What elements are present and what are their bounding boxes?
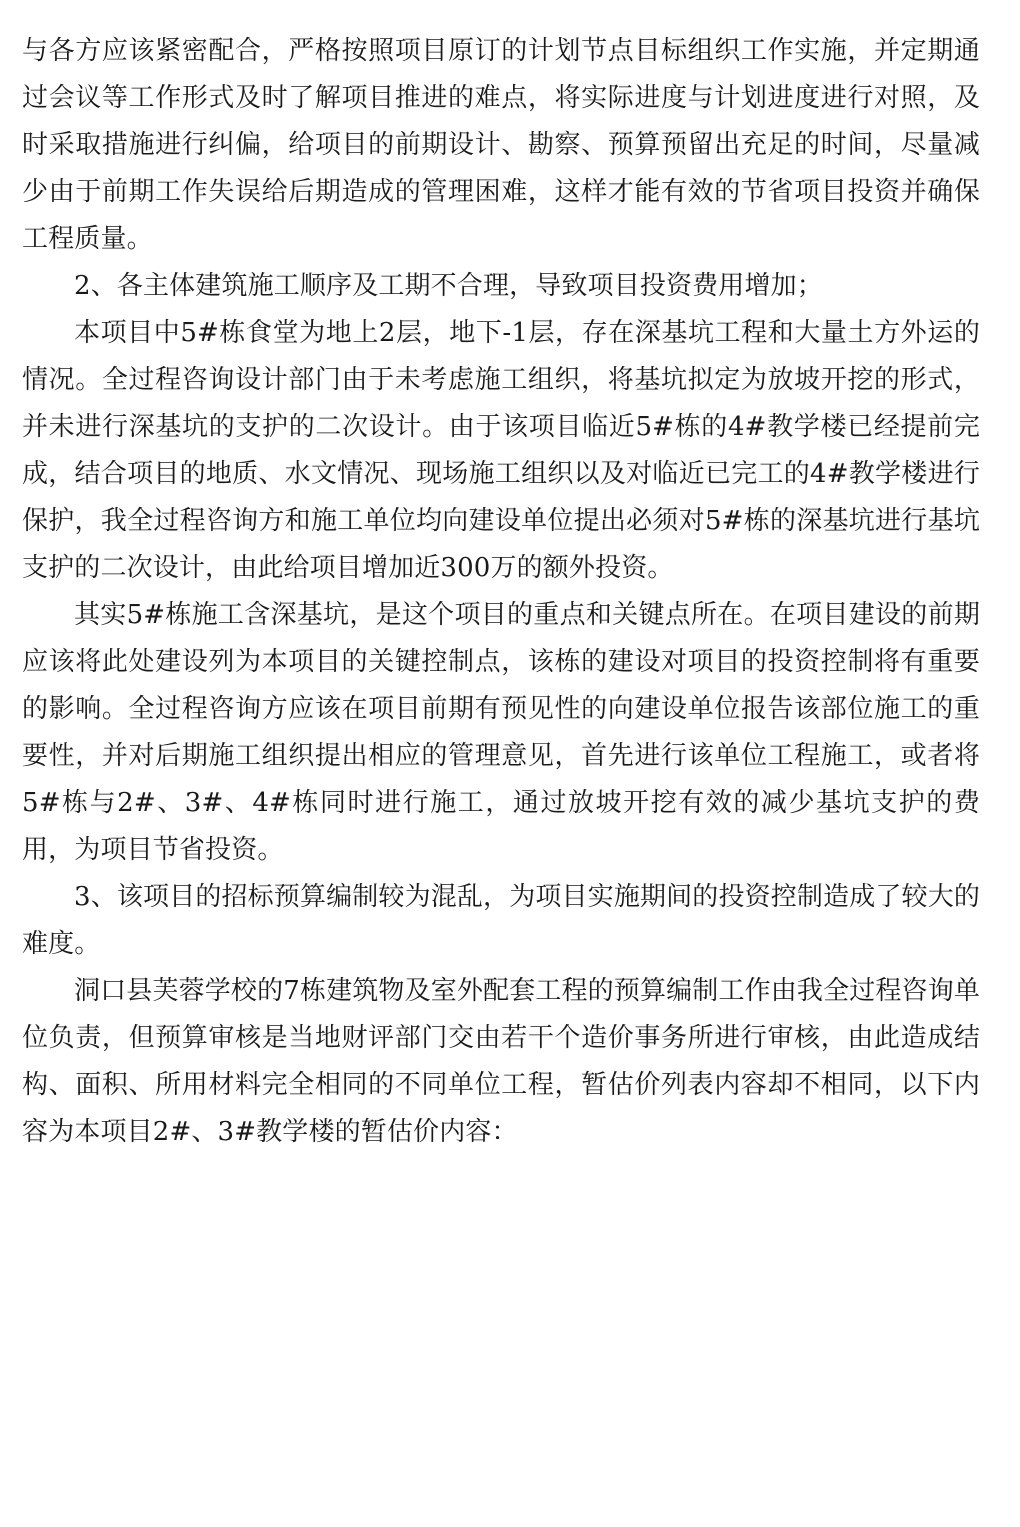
paragraph-key-control-point: 其实5#栋施工含深基坑，是这个项目的重点和关键点所在。在项目建设的前期应该将此处建设列为本项目的关键控制点，该栋的建设对项目的投资控制将有重要的影响。全过程咨询方应该在项目前期有预见性的向建设单位报告该部位施工的重要性，并对后期施工组织提出相应的管理意见，首先进行该单位工程施工，或者将5#栋与2#、3#、4#栋同时进行施工，通过放坡开挖有效的减少基坑支护的费用，为项目节省投资。 — [22, 600, 980, 865]
document-page — [22, 28, 980, 1156]
paragraph-continuation: 与各方应该紧密配合，严格按照项目原订的计划节点目标组织工作实施，并定期通过会议等工作形式及时了解项目推进的难点，将实际进度与计划进度进行对照，及时采取措施进行纠偏，给项目的前期设计、勘察、预算预留出充足的时间，尽量减少由于前期工作失误给后期造成的管理困难，这样才能有效的节省项目投资并确保工程质量。 — [22, 36, 980, 254]
paragraph-building-5-description: 本项目中5#栋食堂为地上2层，地下-1层，存在深基坑工程和大量土方外运的情况。全过程咨询设计部门由于未考虑施工组织，将基坑拟定为放坡开挖的形式，并未进行深基坑的支护的二次设计。由于该项目临近5#栋的4#教学楼已经提前完成，结合项目的地质、水文情况、现场施工组织以及对临近已完工的4#教学楼进行保护，我全过程咨询方和施工单位均向建设单位提出必须对5#栋的深基坑进行基坑支护的二次设计，由此给项目增加近300万的额外投资。 — [22, 318, 980, 583]
paragraph-budget-compilation: 洞口县芙蓉学校的7栋建筑物及室外配套工程的预算编制工作由我全过程咨询单位负责，但预算审核是当地财评部门交由若干个造价事务所进行审核，由此造成结构、面积、所用材料完全相同的不同单位工程，暂估价列表内容却不相同，以下内容为本项目2#、3#教学楼的暂估价内容： — [22, 976, 980, 1147]
heading-item-2: 2、各主体建筑施工顺序及工期不合理，导致项目投资费用增加； — [74, 271, 823, 301]
heading-item-3: 3、该项目的招标预算编制较为混乱，为项目实施期间的投资控制造成了较大的难度。 — [22, 882, 980, 959]
